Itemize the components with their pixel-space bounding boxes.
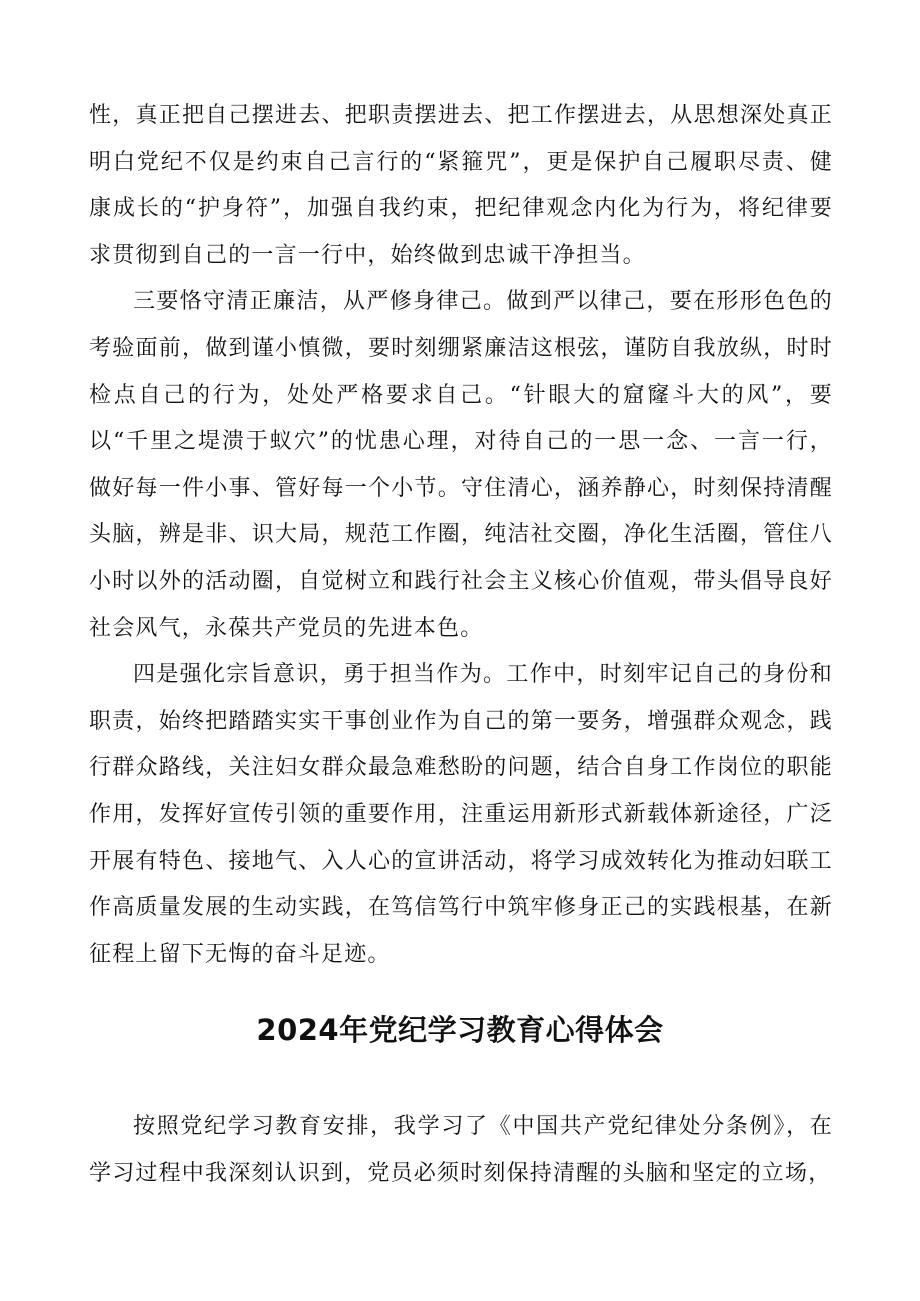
paragraph-point-three: 三要恪守清正廉洁，从严修身律己。做到严以律己，要在形形色色的考验面前，做到谨小慎微，要时刻绷紧廉洁这根弦，谨防自我放纵，时时检点自己的行为，处处严格要求自己。“针眼大的窟窿斗大的风”，要以“千里之堤溃于蚁穴”的忧患心理，对待自己的一思一念、一言一行，做好每一件小事、管好每一个小节。守住清心，涵养静心，时刻保持清醒头脑，辨是非、识大局，规范工作圈，纯洁社交圈，净化生活圈，管住八小时以外的活动圈，自觉树立和践行社会主义核心价值观，带头倡导良好社会风气，永葆共产党员的先进本色。 xyxy=(89,289,833,641)
body-text-top xyxy=(89,93,833,978)
body-text-bottom xyxy=(89,1104,833,1197)
paragraph-continuation: 性，真正把自己摆进去、把职责摆进去、把工作摆进去，从思想深处真正明白党纪不仅是约束自己言行的“紧箍咒”，更是保护自己履职尽责、健康成长的“护身符”，加强自我约束，把纪律观念内化为行为，将纪律要求贯彻到自己的一言一行中，始终做到忠诚干净担当。 xyxy=(89,103,833,268)
paragraph-point-four: 四是强化宗旨意识，勇于担当作为。工作中，时刻牢记自己的身份和职责，始终把踏踏实实干事创业作为自己的第一要务，增强群众观念，践行群众路线，关注妇女群众最急难愁盼的问题，结合自身工作岗位的职能作用，发挥好宣传引领的重要作用，注重运用新形式新载体新途径，广泛开展有特色、接地气、入人心的宣讲活动，将学习成效转化为推动妇联工作高质量发展的生动实践，在笃信笃行中筑牢修身正己的实践根基，在新征程上留下无悔的奋斗足迹。 xyxy=(89,662,833,967)
section-title: 2024年党纪学习教育心得体会 xyxy=(256,1013,664,1047)
paragraph-intro: 按照党纪学习教育安排，我学习了《中国共产党纪律处分条例》，在学习过程中我深刻认识到，党员必须时刻保持清醒的头脑和坚定的立场， xyxy=(89,1114,833,1186)
